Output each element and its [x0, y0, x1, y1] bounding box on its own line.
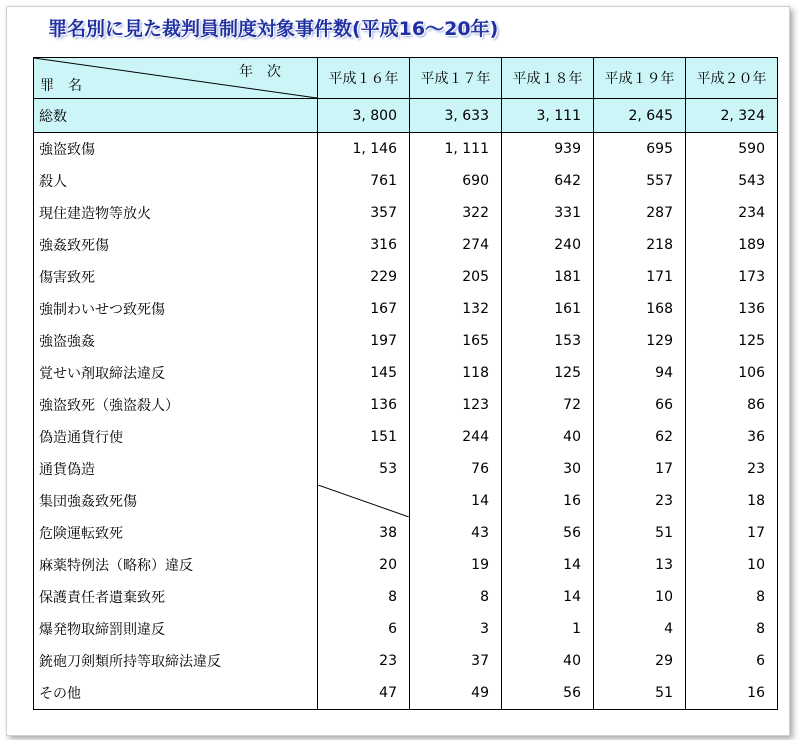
count-cell: 47 [318, 677, 410, 710]
count-cell: 690 [410, 165, 502, 197]
table-row [34, 645, 778, 677]
crime-name: 総数 [34, 99, 318, 133]
count-cell: 1, 111 [410, 133, 502, 166]
count-cell: 94 [594, 357, 686, 389]
count-cell: 168 [594, 293, 686, 325]
count-cell: 18 [686, 485, 778, 517]
count-cell: 17 [594, 453, 686, 485]
count-cell: 125 [502, 357, 594, 389]
count-cell: 357 [318, 197, 410, 229]
crime-name: 現住建造物等放火 [34, 197, 318, 229]
count-cell: 543 [686, 165, 778, 197]
count-cell: 165 [410, 325, 502, 357]
table-row [34, 133, 778, 166]
count-cell: 66 [594, 389, 686, 421]
crime-name: 集団強姦致死傷 [34, 485, 318, 517]
crime-name: 覚せい剤取締法違反 [34, 357, 318, 389]
not-applicable-cell [318, 485, 410, 517]
count-cell: 761 [318, 165, 410, 197]
crime-name: 通貨偽造 [34, 453, 318, 485]
year-header: 平成２０年 [686, 58, 778, 99]
count-cell: 136 [686, 293, 778, 325]
table-row [34, 357, 778, 389]
count-cell: 3, 800 [318, 99, 410, 133]
count-cell: 153 [502, 325, 594, 357]
count-cell: 56 [502, 517, 594, 549]
crime-name: 傷害致死 [34, 261, 318, 293]
table-row [34, 453, 778, 485]
crime-name: 殺人 [34, 165, 318, 197]
count-cell: 62 [594, 421, 686, 453]
table-row [34, 613, 778, 645]
count-cell: 40 [502, 645, 594, 677]
count-cell: 53 [318, 453, 410, 485]
count-cell: 29 [594, 645, 686, 677]
count-cell: 590 [686, 133, 778, 166]
crime-name: 銃砲刀剣類所持等取締法違反 [34, 645, 318, 677]
count-cell: 8 [686, 581, 778, 613]
count-cell: 939 [502, 133, 594, 166]
count-cell: 173 [686, 261, 778, 293]
count-cell: 557 [594, 165, 686, 197]
count-cell: 19 [410, 549, 502, 581]
count-cell: 229 [318, 261, 410, 293]
table-row [34, 549, 778, 581]
count-cell: 197 [318, 325, 410, 357]
count-cell: 10 [686, 549, 778, 581]
count-cell: 16 [686, 677, 778, 710]
count-cell: 14 [502, 581, 594, 613]
count-cell: 287 [594, 197, 686, 229]
count-cell: 331 [502, 197, 594, 229]
crime-name: 強制わいせつ致死傷 [34, 293, 318, 325]
count-cell: 72 [502, 389, 594, 421]
corner-header-cell [34, 58, 318, 99]
count-cell: 86 [686, 389, 778, 421]
table-row [34, 485, 778, 517]
crime-name: 強盗致死（強盗殺人） [34, 389, 318, 421]
count-cell: 125 [686, 325, 778, 357]
table-row [34, 165, 778, 197]
table-row [34, 517, 778, 549]
count-cell: 8 [686, 613, 778, 645]
header-row [34, 58, 778, 99]
count-cell: 189 [686, 229, 778, 261]
count-cell: 51 [594, 517, 686, 549]
year-header: 平成１６年 [318, 58, 410, 99]
count-cell: 40 [502, 421, 594, 453]
table-row [34, 261, 778, 293]
count-cell: 145 [318, 357, 410, 389]
count-cell: 642 [502, 165, 594, 197]
crime-name: 危険運転致死 [34, 517, 318, 549]
year-header: 平成１８年 [502, 58, 594, 99]
year-header: 平成１９年 [594, 58, 686, 99]
table-row [34, 677, 778, 710]
count-cell: 56 [502, 677, 594, 710]
count-cell: 129 [594, 325, 686, 357]
table-row [34, 229, 778, 261]
count-cell: 8 [410, 581, 502, 613]
count-cell: 171 [594, 261, 686, 293]
count-cell: 181 [502, 261, 594, 293]
crime-name: 強姦致死傷 [34, 229, 318, 261]
count-cell: 10 [594, 581, 686, 613]
count-cell: 43 [410, 517, 502, 549]
crime-name: 爆発物取締罰則違反 [34, 613, 318, 645]
table-row [34, 581, 778, 613]
count-cell: 167 [318, 293, 410, 325]
count-cell: 23 [686, 453, 778, 485]
crime-name: 偽造通貨行使 [34, 421, 318, 453]
count-cell: 274 [410, 229, 502, 261]
count-cell: 14 [410, 485, 502, 517]
table-row [34, 389, 778, 421]
count-cell: 38 [318, 517, 410, 549]
count-cell: 1, 146 [318, 133, 410, 166]
crime-name: 強盗強姦 [34, 325, 318, 357]
count-cell: 4 [594, 613, 686, 645]
corner-crime-label: 罪名 [40, 78, 96, 94]
count-cell: 37 [410, 645, 502, 677]
table-row [34, 293, 778, 325]
crime-name: 麻薬特例法（略称）違反 [34, 549, 318, 581]
count-cell: 36 [686, 421, 778, 453]
count-cell: 17 [686, 517, 778, 549]
total-row [34, 99, 778, 133]
count-cell: 6 [318, 613, 410, 645]
count-cell: 49 [410, 677, 502, 710]
not-applicable-diagonal-line [318, 485, 409, 517]
count-cell: 14 [502, 549, 594, 581]
count-cell: 316 [318, 229, 410, 261]
crime-name: 強盗致傷 [34, 133, 318, 166]
count-cell: 16 [502, 485, 594, 517]
table-title: 罪名別に見た裁判員制度対象事件数(平成16～20年) [48, 18, 499, 40]
crime-name: 保護責任者遺棄致死 [34, 581, 318, 613]
table-row [34, 197, 778, 229]
count-cell: 240 [502, 229, 594, 261]
count-cell: 3, 111 [502, 99, 594, 133]
count-cell: 136 [318, 389, 410, 421]
count-cell: 20 [318, 549, 410, 581]
count-cell: 322 [410, 197, 502, 229]
table-row [34, 421, 778, 453]
count-cell: 3, 633 [410, 99, 502, 133]
count-cell: 3 [410, 613, 502, 645]
count-cell: 234 [686, 197, 778, 229]
count-cell: 205 [410, 261, 502, 293]
count-cell: 6 [686, 645, 778, 677]
count-cell: 1 [502, 613, 594, 645]
count-cell: 8 [318, 581, 410, 613]
count-cell: 23 [318, 645, 410, 677]
count-cell: 23 [594, 485, 686, 517]
crime-name: その他 [34, 677, 318, 710]
count-cell: 106 [686, 357, 778, 389]
year-header: 平成１７年 [410, 58, 502, 99]
count-cell: 51 [594, 677, 686, 710]
count-cell: 244 [410, 421, 502, 453]
count-cell: 2, 645 [594, 99, 686, 133]
table-row [34, 325, 778, 357]
count-cell: 218 [594, 229, 686, 261]
count-cell: 695 [594, 133, 686, 166]
count-cell: 151 [318, 421, 410, 453]
count-cell: 132 [410, 293, 502, 325]
count-cell: 76 [410, 453, 502, 485]
count-cell: 13 [594, 549, 686, 581]
case-count-table [33, 57, 778, 710]
count-cell: 2, 324 [686, 99, 778, 133]
count-cell: 161 [502, 293, 594, 325]
count-cell: 30 [502, 453, 594, 485]
corner-year-label: 年次 [239, 64, 295, 80]
count-cell: 118 [410, 357, 502, 389]
count-cell: 123 [410, 389, 502, 421]
